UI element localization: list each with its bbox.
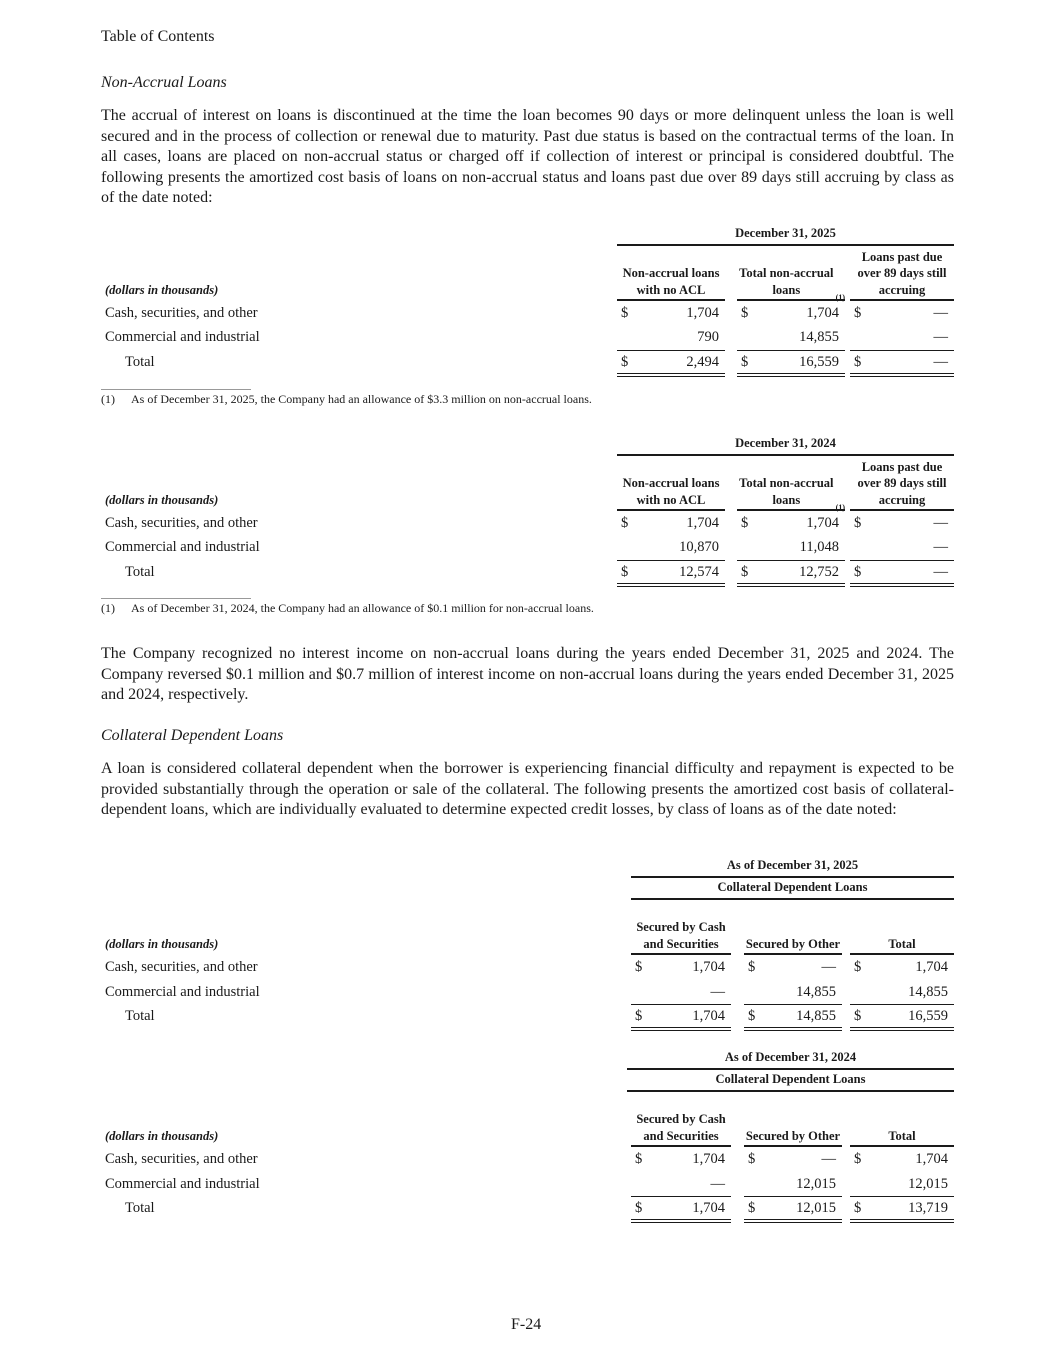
units-label: (dollars in thousands)	[105, 937, 219, 951]
column-header-label: Non-accrual loans with no ACL	[622, 266, 720, 297]
currency-symbol: $	[748, 1008, 756, 1024]
cell-value: 1,704	[692, 959, 725, 975]
table-cell	[744, 984, 842, 1002]
column-header	[744, 1094, 842, 1147]
table-cell	[631, 1200, 731, 1218]
total-double-rule	[850, 373, 954, 377]
table-cell	[850, 1176, 954, 1194]
cell-value: 16,559	[908, 1008, 948, 1024]
subtotal-rule	[744, 1004, 842, 1005]
footnote-rule	[101, 598, 251, 599]
cell-value: 12,015	[796, 1176, 836, 1192]
total-double-rule	[617, 373, 725, 377]
total-double-rule	[850, 1027, 954, 1031]
cell-value: 14,855	[908, 984, 948, 1000]
currency-symbol: $	[854, 515, 862, 531]
total-double-rule	[850, 583, 954, 587]
currency-symbol: $	[854, 1151, 862, 1167]
table-cell	[737, 329, 845, 347]
total-double-rule	[744, 1219, 842, 1223]
subtotal-rule	[850, 560, 954, 561]
subtotal-rule	[737, 350, 845, 351]
column-header-label: Secured by Other	[745, 936, 841, 951]
column-header	[850, 1094, 954, 1147]
cell-value: —	[933, 329, 948, 345]
column-header-label: Total non-accrual loans	[739, 266, 834, 297]
table-cell	[850, 1200, 954, 1218]
table-cell	[744, 1200, 842, 1218]
currency-symbol: $	[635, 959, 643, 975]
table-cell	[617, 515, 725, 533]
currency-symbol: $	[854, 959, 862, 975]
currency-symbol: $	[635, 1151, 643, 1167]
table-cell	[744, 1176, 842, 1194]
non-accrual-intro: The accrual of interest on loans is discontinued at the time the loan becomes 90 days or more delinquent unless the loan is well secured and in the process of collection or renewal due to maturity. Past due status is based on the contractual terms of the loan. In all cases, loans are placed on non-accrual status or charged off if collection of interest or principal is considered doubtful. The following presents the amortized cost basis of loans on non-accrual status and loans past due over 89 days still accruing by class as of the date noted:	[101, 107, 954, 206]
table-cell	[617, 539, 725, 557]
table-cell	[737, 539, 845, 557]
column-header: Total non-accrual loans (1)	[737, 458, 845, 511]
non-accrual-closing: The Company recognized no interest income on non-accrual loans during the years ended December 31, 2025 and 2024. The Company reversed $0.1 million and $0.7 million of interest income on non-accrual loans during the years ended December 31, 2025 and 2024, respectively.	[101, 645, 954, 703]
cell-value: —	[710, 1176, 725, 1192]
column-header-label: Total	[888, 936, 916, 951]
collateral-intro: A loan is considered collateral dependent when the borrower is experiencing financial difficulty and repayment is expected to be provided substantially through the operation or sale of the collateral. The following presents the amortized cost basis of collateral-dependent loans, which are individually evaluated to determine expected credit losses, by class of loans as of the date noted:	[101, 760, 954, 818]
total-row-label: Total	[125, 1200, 155, 1216]
cell-value: —	[710, 984, 725, 1000]
table-period-header: December 31, 2025	[617, 226, 954, 246]
table-cell	[737, 564, 845, 582]
currency-symbol: $	[748, 1200, 756, 1216]
cell-value: 12,574	[679, 564, 719, 580]
cell-value: —	[933, 564, 948, 580]
total-double-rule	[744, 1027, 842, 1031]
currency-symbol: $	[854, 354, 862, 370]
footnote-2025	[101, 392, 592, 407]
cell-value: 16,559	[799, 354, 839, 370]
cell-value: 1,704	[806, 305, 839, 321]
row-label: Cash, securities, and other	[105, 305, 258, 321]
table-cell	[850, 515, 954, 533]
table-cell	[850, 539, 954, 557]
cell-value: 13,719	[908, 1200, 948, 1216]
column-header-label: Non-accrual loans with no ACL	[622, 476, 720, 507]
total-row-label: Total	[125, 564, 155, 580]
cell-value: 14,855	[796, 984, 836, 1000]
table-cell	[617, 354, 725, 372]
currency-symbol: $	[741, 354, 749, 370]
subtotal-rule	[744, 1196, 842, 1197]
units-label: (dollars in thousands)	[105, 493, 219, 507]
table-cell	[850, 564, 954, 582]
table-group-header: Collateral Dependent Loans	[631, 880, 954, 900]
cell-value: 14,855	[796, 1008, 836, 1024]
footnote-mark: (1)	[101, 601, 115, 615]
section-title-collateral: Collateral Dependent Loans	[101, 727, 284, 744]
subtotal-rule	[617, 350, 725, 351]
footnote-mark: (1)	[101, 392, 115, 406]
table-cell	[737, 305, 845, 323]
table-cell	[631, 959, 731, 977]
column-header	[850, 248, 954, 301]
total-double-rule	[631, 1027, 731, 1031]
cell-value: 1,704	[686, 515, 719, 531]
table-cell	[850, 354, 954, 372]
cell-value: 1,704	[692, 1200, 725, 1216]
column-header	[744, 902, 842, 955]
table-cell	[631, 1151, 731, 1169]
column-header-label: Total	[888, 1128, 916, 1143]
table-period-header: December 31, 2024	[617, 436, 954, 456]
total-double-rule	[850, 1219, 954, 1223]
currency-symbol: $	[621, 564, 629, 580]
column-header-label: Total non-accrual loans	[739, 476, 834, 507]
total-double-rule	[617, 583, 725, 587]
table-cell	[631, 1176, 731, 1194]
section-title-non-accrual: Non-Accrual Loans	[101, 74, 227, 91]
cell-value: 1,704	[806, 515, 839, 531]
currency-symbol: $	[854, 305, 862, 321]
cell-value: 1,704	[686, 305, 719, 321]
total-double-rule	[631, 1219, 731, 1223]
column-header-label: Secured by Cash and Securities	[636, 920, 726, 951]
cell-value: 1,704	[692, 1151, 725, 1167]
row-label: Cash, securities, and other	[105, 515, 258, 531]
subtotal-rule	[737, 560, 845, 561]
cell-value: 2,494	[686, 354, 719, 370]
column-header-label: Loans past due over 89 days still accruing	[857, 459, 947, 507]
page-number: F-24	[511, 1316, 542, 1333]
table-cell	[631, 984, 731, 1002]
cell-value: 1,704	[692, 1008, 725, 1024]
table-period-header: As of December 31, 2025	[631, 858, 954, 878]
table-group-header: Collateral Dependent Loans	[627, 1072, 954, 1092]
total-double-rule	[737, 583, 845, 587]
column-header	[850, 458, 954, 511]
table-cell	[850, 1151, 954, 1169]
footnote-2024	[101, 601, 594, 616]
currency-symbol: $	[621, 354, 629, 370]
currency-symbol: $	[748, 959, 756, 975]
column-header: Total non-accrual loans (1)	[737, 248, 845, 301]
table-cell	[617, 329, 725, 347]
cell-value: 12,752	[799, 564, 839, 580]
total-double-rule	[737, 373, 845, 377]
table-cell	[850, 329, 954, 347]
column-header	[631, 1094, 731, 1147]
column-header	[850, 902, 954, 955]
total-row-label: Total	[125, 1008, 155, 1024]
currency-symbol: $	[748, 1151, 756, 1167]
row-label: Cash, securities, and other	[105, 959, 258, 975]
table-cell	[737, 515, 845, 533]
table-cell	[744, 959, 842, 977]
table-cell	[744, 1008, 842, 1026]
column-header-label: Secured by Cash and Securities	[636, 1112, 726, 1143]
subtotal-rule	[850, 1004, 954, 1005]
currency-symbol: $	[621, 305, 629, 321]
currency-symbol: $	[635, 1008, 643, 1024]
subtotal-rule	[850, 1196, 954, 1197]
cell-value: 790	[697, 329, 719, 345]
currency-symbol: $	[621, 515, 629, 531]
subtotal-rule	[631, 1196, 731, 1197]
cell-value: 1,704	[915, 959, 948, 975]
row-label: Cash, securities, and other	[105, 1151, 258, 1167]
table-period-header: As of December 31, 2024	[627, 1050, 954, 1070]
table-cell	[850, 984, 954, 1002]
units-label: (dollars in thousands)	[105, 1129, 219, 1143]
currency-symbol: $	[741, 515, 749, 531]
row-label: Commercial and industrial	[105, 984, 260, 1000]
subtotal-rule	[631, 1004, 731, 1005]
subtotal-rule	[617, 560, 725, 561]
table-cell	[617, 305, 725, 323]
row-label: Commercial and industrial	[105, 1176, 260, 1192]
table-cell	[631, 1008, 731, 1026]
row-label: Commercial and industrial	[105, 329, 260, 345]
column-header	[617, 248, 725, 301]
cell-value: —	[821, 1151, 836, 1167]
table-of-contents-link[interactable]: Table of Contents	[101, 28, 215, 45]
cell-value: —	[933, 539, 948, 555]
currency-symbol: $	[854, 1008, 862, 1024]
table-cell	[850, 1008, 954, 1026]
currency-symbol: $	[741, 305, 749, 321]
cell-value: —	[821, 959, 836, 975]
currency-symbol: $	[635, 1200, 643, 1216]
currency-symbol: $	[741, 564, 749, 580]
table-cell	[850, 959, 954, 977]
total-row-label: Total	[125, 354, 155, 370]
footnote-text: As of December 31, 2024, the Company had an allowance of $0.1 million for non-accrual loans.	[131, 601, 594, 615]
cell-value: 12,015	[908, 1176, 948, 1192]
column-header-label: Loans past due over 89 days still accruing	[857, 249, 947, 297]
table-cell	[617, 564, 725, 582]
currency-symbol: $	[854, 1200, 862, 1216]
cell-value: —	[933, 354, 948, 370]
table-cell	[737, 354, 845, 372]
currency-symbol: $	[854, 564, 862, 580]
cell-value: 1,704	[915, 1151, 948, 1167]
column-header	[617, 458, 725, 511]
cell-value: 14,855	[799, 329, 839, 345]
column-header	[631, 902, 731, 955]
cell-value: —	[933, 515, 948, 531]
column-header-label: Secured by Other	[745, 1128, 841, 1143]
footnote-rule	[101, 389, 251, 390]
row-label: Commercial and industrial	[105, 539, 260, 555]
cell-value: 11,048	[799, 539, 839, 555]
cell-value: 12,015	[796, 1200, 836, 1216]
units-label: (dollars in thousands)	[105, 283, 219, 297]
footnote-text: As of December 31, 2025, the Company had an allowance of $3.3 million on non-accrual loans.	[131, 392, 592, 406]
subtotal-rule	[850, 350, 954, 351]
cell-value: —	[933, 305, 948, 321]
table-cell	[744, 1151, 842, 1169]
table-cell	[850, 305, 954, 323]
cell-value: 10,870	[679, 539, 719, 555]
